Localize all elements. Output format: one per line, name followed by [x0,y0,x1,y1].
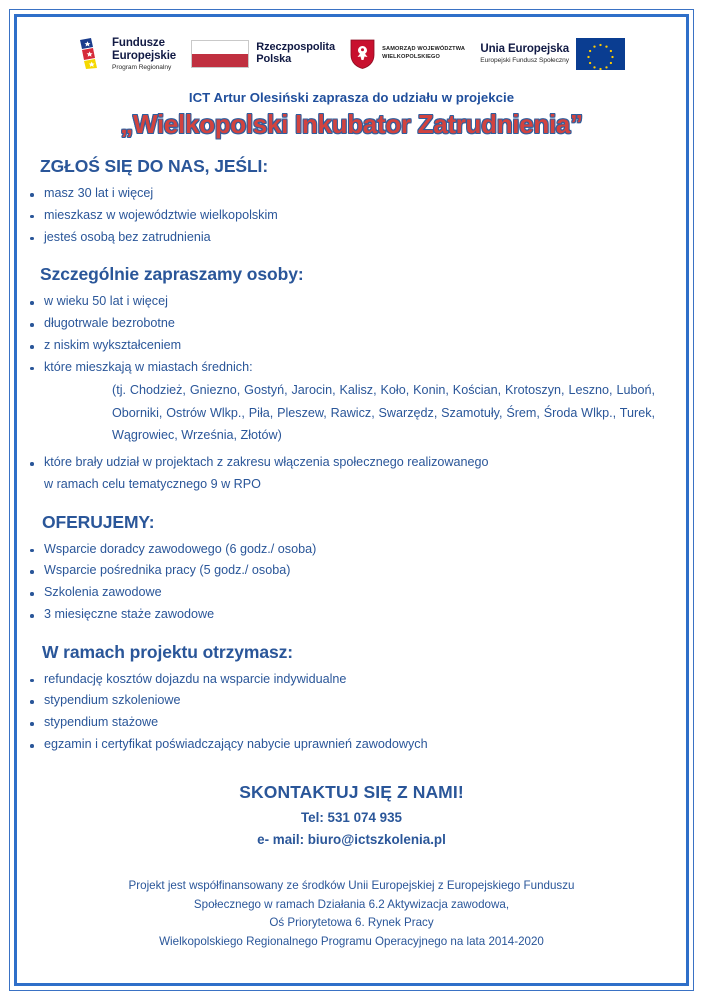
list-item: refundację kosztów dojazdu na wsparcie indywidualne [28,669,675,691]
list-item: Wsparcie pośrednika pracy (5 godz./ osoba) [28,560,675,582]
list-item: które mieszkają w miastach średnich: [28,357,675,379]
logo-rp-text [256,42,335,66]
logo-rp-line1: Rzeczpospolita [256,41,335,54]
section-heading-oferujemy: OFERUJEMY: [42,511,155,532]
logo-wlkp-line1b: WIELKOPOLSKIEGO [382,54,441,60]
poster-content [28,22,675,982]
logo-ue-line2: Europejski Fundusz Społeczny [480,57,569,65]
section-zglos-sie [28,156,675,248]
list-item: stypendium szkoleniowe [28,690,675,712]
section-heading-szczegolnie-zapraszamy: Szczególnie zapraszamy osoby: [40,264,304,285]
list-item: stypendium stażowe [28,712,675,734]
footer-line-4: Wielkopolskiego Regionalnego Programu Operacyjnego na lata 2014-2020 [159,935,544,949]
list-item: 3 miesięczne staże zawodowe [28,604,675,626]
logo-fundusze-europejskie-text [112,37,176,70]
list-item-line2: w ramach celu tematycznego 9 w RPO [44,476,261,491]
contact-heading: SKONTAKTUJ SIĘ Z NAMI! [239,781,464,802]
list-item: masz 30 lat i więcej [28,183,675,205]
logo-fe-line1b: Europejskie [112,49,177,62]
list-item: długotrwale bezrobotne [28,313,675,335]
poster-title: „Wielkopolski Inkubator Zatrudnienia” [120,109,583,139]
logo-strip [28,22,675,78]
logo-rp-line1b: Polska [256,53,292,65]
logo-ue-text [480,43,569,64]
cities-block [96,379,657,445]
contact-phone[interactable]: Tel: 531 074 935 [301,809,402,825]
list-zglos-sie [28,183,675,248]
footer-line-2: Społecznego w ramach Działania 6.2 Aktywizacja zawodowa, [193,897,510,911]
logo-samorzad-wielkopolskiego [350,39,465,69]
list-item: Szkolenia zawodowe [28,582,675,604]
contact-block [28,782,675,847]
logo-fundusze-europejskie [80,37,176,70]
european-union-flag-icon [576,38,625,70]
list-item [28,452,675,496]
list-item: egzamin i certyfikat poświadczający nabycie uprawnień zawodowych [28,734,675,756]
list-w-ramach-projektu [28,669,675,756]
list-item: w wieku 50 lat i więcej [28,291,675,313]
list-oferujemy [28,539,675,626]
funding-footer [28,877,675,952]
section-szczegolnie-zapraszamy [28,264,675,495]
list-projekty-wlaczenia [28,452,675,496]
list-item-line1: które brały udział w projektach z zakresu włączenia społecznego realizowanego [44,454,489,469]
cities-list: (tj. Chodzież, Gniezno, Gostyń, Jarocin, Kalisz, Koło, Konin, Kościan, Krotoszyn, Leszno, Luboń, Oborniki, Ostrów Wlkp., Piła, Pleszew, Rawicz, Swarzędz, Szamotuły, Śrem, Środa Wlkp., Turek, Wągrowiec, Września, Złotów) [112,383,655,442]
footer-line-1: Projekt jest współfinansowany ze środków Unii Europejskiej z Europejskiego Funduszu [128,878,575,892]
list-item: mieszkasz w województwie wielkopolskim [28,205,675,227]
wielkopolska-coat-of-arms-icon [350,39,375,69]
section-oferujemy [28,512,675,626]
logo-rzeczpospolita-polska [191,40,335,68]
section-heading-zglos-sie: ZGŁOŚ SIĘ DO NAS, JEŚLI: [40,156,269,176]
logo-unia-europejska [480,38,625,70]
fundusze-europejskie-stars-icon [80,38,105,69]
logo-fe-line2: Program Regionalny [112,63,172,71]
section-heading-w-ramach-projektu: W ramach projektu otrzymasz: [42,641,294,662]
poster-subtitle: ICT Artur Olesiński zaprasza do udziału w projekcie [188,90,515,105]
logo-ue-line1: Unia Europejska [480,43,569,56]
logo-wlkp-text [382,46,465,61]
footer-line-3: Oś Priorytetowa 6. Rynek Pracy [269,916,434,930]
logo-wlkp-line1: SAMORZĄD WOJEWÓDZTWA [382,46,466,53]
poland-flag-icon [191,40,249,68]
list-szczegolnie-zapraszamy [28,291,675,378]
logo-fe-line1: Fundusze [112,37,165,50]
list-item: z niskim wykształceniem [28,335,675,357]
section-w-ramach-projektu [28,642,675,756]
list-item: Wsparcie doradcy zawodowego (6 godz./ osoba) [28,539,675,561]
list-item: jesteś osobą bez zatrudnienia [28,227,675,249]
contact-email[interactable]: e- mail: biuro@ictszkolenia.pl [257,831,446,847]
